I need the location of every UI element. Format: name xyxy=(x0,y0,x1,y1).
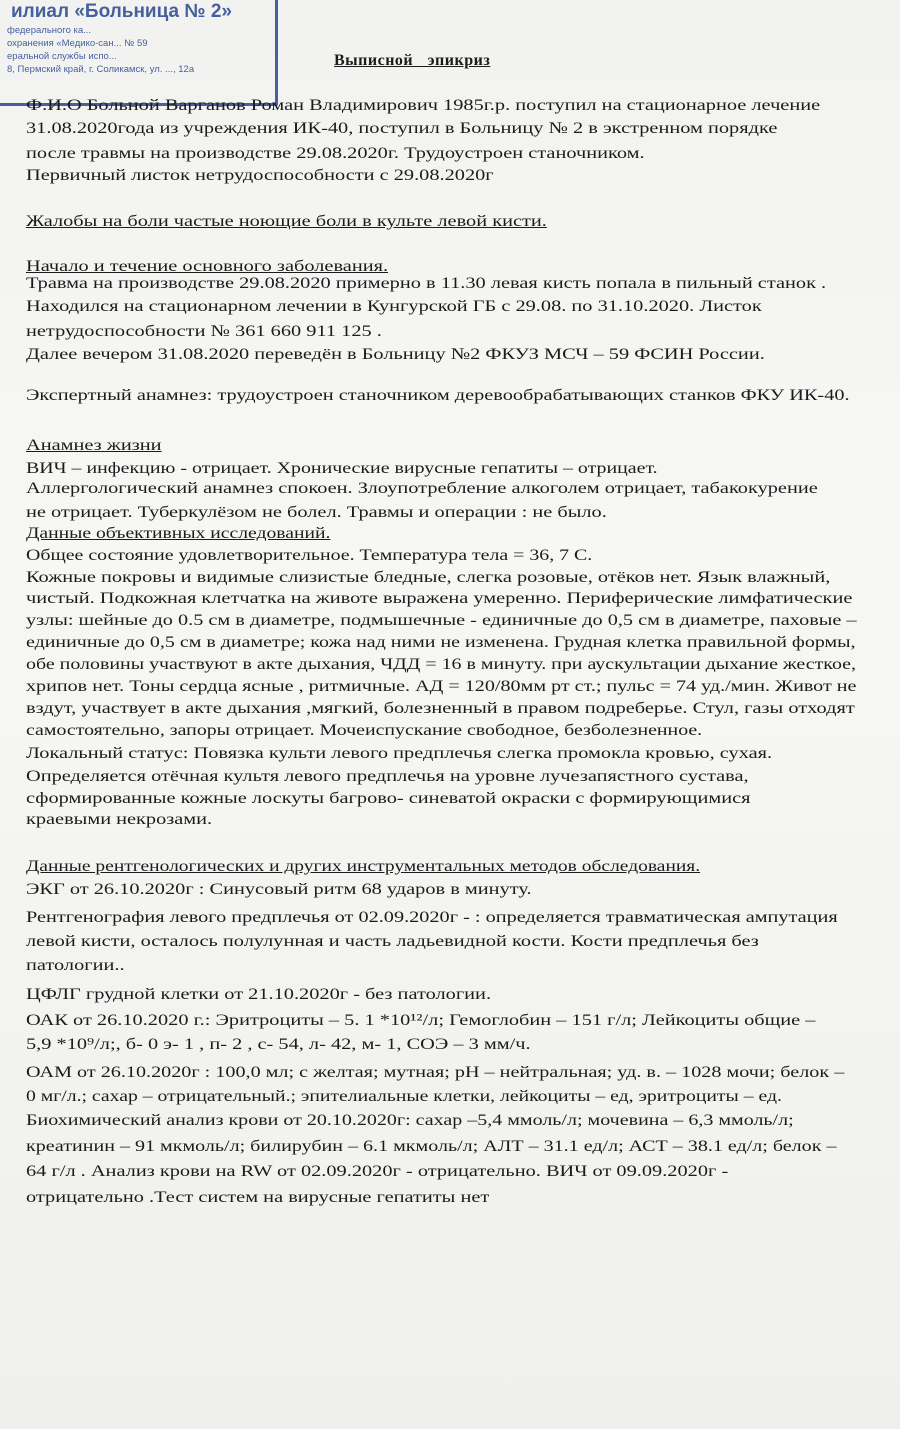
document-line: левой кисти, осталось полулунная и часть ладьевидной кости. Кости предплечья без xyxy=(26,931,759,950)
document-line: единичные до 0,5 см в диаметре; кожа над ними не изменена. Грудная клетка правильной формы, xyxy=(26,632,856,651)
document-line: Ф.И.О Больной Варганов Роман Владимирович 1985г.р. поступил на стационарное лечение xyxy=(26,95,821,114)
document-line: ВИЧ – инфекцию - отрицает. Хронические вирусные гепатиты – отрицает. xyxy=(26,458,658,477)
document-line: обе половины участвуют в акте дыхания, ЧДД = 16 в минуту. при аускультации дыхание жесткое, xyxy=(26,654,857,673)
document-line: Общее состояние удовлетворительное. Температура тела = 36, 7 С. xyxy=(26,545,593,564)
document-line: Данные рентгенологических и других инструментальных методов обследования. xyxy=(26,856,701,875)
document-line: ЭКГ от 26.10.2020г : Синусовый ритм 68 ударов в минуту. xyxy=(26,879,532,898)
stamp-line: федерального ка... xyxy=(7,25,92,36)
document-line: сформированные кожные лоскуты багрово- синеватой окраски с формирующимися xyxy=(26,788,751,807)
stamp-line: охранения «Медико-сан... № 59 xyxy=(7,38,148,49)
document-line: хрипов нет. Тоны сердца ясные , ритмичные. АД = 120/80мм рт ст.; пульс = 74 уд./мин. Живот не xyxy=(26,676,857,695)
document-line: после травмы на производстве 29.08.2020г. Трудоустроен станочником. xyxy=(26,143,645,162)
document-line: Экспертный анамнез: трудоустроен станочником деревообрабатывающих станков ФКУ ИК-40. xyxy=(26,385,850,404)
document-line: 0 мг/л.; сахар – отрицательный.; эпителиальные клетки, лейкоциты – ед, эритроциты – ед. xyxy=(26,1086,782,1105)
document-line: 5,9 *10⁹/л;, б- 0 э- 1 , п- 2 , с- 54, л- 42, м- 1, СОЭ – 3 мм/ч. xyxy=(26,1034,531,1053)
document-title: Выписной эпикриз xyxy=(334,52,491,69)
document-line: Далее вечером 31.08.2020 переведён в Больницу №2 ФКУЗ МСЧ – 59 ФСИН России. xyxy=(26,344,765,363)
document-line: Определяется отёчная культя левого предплечья на уровне лучезапястного сустава, xyxy=(26,766,749,785)
document-line: 31.08.2020года из учреждения ИК-40, поступил в Больницу № 2 в экстренном порядке xyxy=(26,118,778,137)
document-line: 64 г/л . Анализ крови на RW от 02.09.2020г - отрицательно. ВИЧ от 09.09.2020г - xyxy=(26,1161,729,1180)
hospital-stamp xyxy=(0,0,278,106)
document-line: краевыми некрозами. xyxy=(26,809,213,828)
document-line: Данные объективных исследований. xyxy=(26,523,331,542)
document-line: патологии.. xyxy=(26,955,125,974)
stamp-title: илиал «Больница № 2» xyxy=(11,1,232,22)
document-line: нетрудоспособности № 361 660 911 125 . xyxy=(26,321,382,340)
document-line: креатинин – 91 мкмоль/л; билирубин – 6.1 мкмоль/л; АЛТ – 31.1 ед/л; АСТ – 38.1 ед/л; белок – xyxy=(26,1136,837,1155)
document-line: Находился на стационарном лечении в Кунгурской ГБ с 29.08. по 31.10.2020. Листок xyxy=(26,296,762,315)
stamp-line: еральной службы испо... xyxy=(7,51,117,62)
document-line: Травма на производстве 29.08.2020 примерно в 11.30 левая кисть попала в пильный станок . xyxy=(26,273,827,292)
document-line: Анамнез жизни xyxy=(26,435,162,454)
document-line: Рентгенография левого предплечья от 02.09.2020г - : определяется травматическая ампутация xyxy=(26,907,838,926)
stamp-line: 8, Пермский край, г. Соликамск, ул. ..., 12а xyxy=(7,64,195,75)
document-line: отрицательно .Тест систем на вирусные гепатиты нет xyxy=(26,1187,490,1206)
document-line: чистый. Подкожная клетчатка на животе выражена умеренно. Периферические лимфатические xyxy=(26,588,853,607)
document-line: узлы: шейные до 0.5 см в диаметре, подмышечные - единичные до 0,5 см в диаметре, паховые – xyxy=(26,610,857,629)
document-line: Начало и течение основного заболевания. xyxy=(26,256,389,275)
document-line: Кожные покровы и видимые слизистые бледные, слегка розовые, отёков нет. Язык влажный, xyxy=(26,567,831,586)
document-line: не отрицает. Туберкулёзом не болел. Травмы и операции : не было. xyxy=(26,502,607,521)
document-line: Первичный листок нетрудоспособности с 29.08.2020г xyxy=(26,165,494,184)
document-line: ОАМ от 26.10.2020г : 100,0 мл; с желтая; мутная; рН – нейтральная; уд. в. – 1028 мочи; белок – xyxy=(26,1062,845,1081)
document-line: вздут, участвует в акте дыхания ,мягкий, болезненный в правом подреберье. Стул, газы отходят xyxy=(26,698,855,717)
document-line: Жалобы на боли частые ноющие боли в культе левой кисти. xyxy=(26,211,547,230)
document-line: Аллергологический анамнез спокоен. Злоупотребление алкоголем отрицает, табакокурение xyxy=(26,478,818,497)
document-line: ЦФЛГ грудной клетки от 21.10.2020г - без патологии. xyxy=(26,984,492,1003)
document-line: ОАК от 26.10.2020 г.: Эритроциты – 5. 1 *10¹²/л; Гемоглобин – 151 г/л; Лейкоциты общие – xyxy=(26,1010,816,1029)
document-line: самостоятельно, запоры отрицает. Мочеиспускание свободное, безболезненное. xyxy=(26,720,703,739)
document-line: Локальный статус: Повязка культи левого предплечья слегка промокла кровью, сухая. xyxy=(26,743,773,762)
document-line: Биохимический анализ крови от 20.10.2020г: сахар –5,4 ммоль/л; мочевина – 6,3 ммоль/л; xyxy=(26,1110,794,1129)
